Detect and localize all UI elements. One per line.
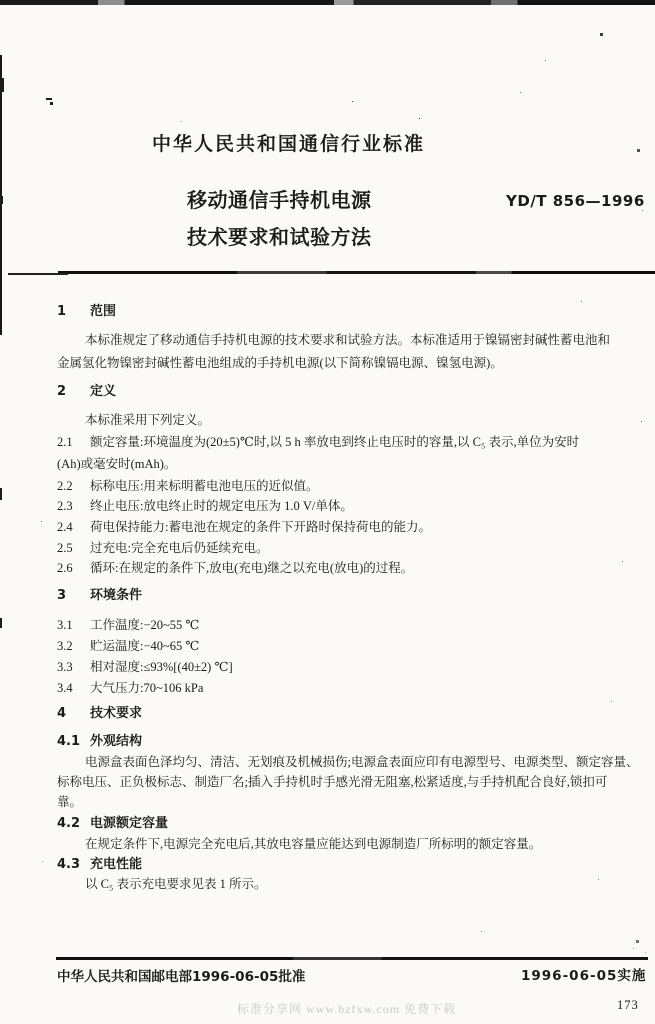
section-title: 技术要求 [90,706,143,721]
clause-title: 电源额定容量 [90,816,169,831]
clause-text: 标称电压:用来标明蓄电池电压的近似值。 [90,479,319,493]
clause-3-4-line [57,679,203,697]
section-4-1-paragraph-line: 电源盒表面色泽均匀、清洁、无划痕及机械损伤;电源盒表面应印有电源型号、电源类型、额定容量、 [85,755,639,769]
clause-number: 3.3 [57,660,73,674]
section-4-3-paragraph: 以 C₅ 表示充电要求见表 1 所示。 [85,877,267,891]
clause-number: 2.1 [57,435,73,449]
page-number: 173 [617,998,639,1012]
clause-number: 2.3 [57,499,73,513]
scan-mark [50,102,53,105]
standard-type-label: 中华人民共和国通信行业标准 [152,133,426,155]
clause-number: 3.1 [57,618,73,632]
clause-3-2-line [57,637,199,655]
scan-mark [0,196,3,204]
clause-number: 3.2 [57,639,73,653]
scan-left-edge [0,55,2,335]
clause-text: 贮运温度:−40~65 ℃ [90,639,200,653]
clause-text: 相对湿度:≤93%[(40±2) ℃] [90,660,233,674]
section-3-heading [57,587,142,605]
clause-2-1-line [57,433,579,451]
scan-mark [0,78,4,92]
clause-3-3-line [57,658,233,676]
section-4-2-heading [57,815,168,833]
clause-2-4-line [57,518,431,536]
approval-line: 中华人民共和国邮电部1996-06-05批准 [57,969,306,985]
scan-noise [0,0,1,1]
section-title: 范围 [90,304,117,319]
section-4-1-paragraph-line: 靠。 [57,795,83,809]
header-rule [58,271,655,274]
scan-mark [0,618,2,628]
clause-2-3-line [57,497,353,515]
section-title: 定义 [90,384,117,399]
clause-number: 2.5 [57,541,73,555]
clause-number: 2.2 [57,479,73,493]
clause-2-2-line [57,477,318,495]
clause-2-5-line [57,539,268,557]
clause-text: 荷电保持能力:蓄电池在规定的条件下开路时保持荷电的能力。 [90,520,431,534]
section-4-1-heading [57,733,142,751]
section-1-heading [57,303,116,321]
document-title-line1: 移动通信手持机电源 [187,188,372,212]
section-2-heading [57,383,116,401]
clause-number: 2.6 [57,561,73,575]
clause-2-1-continuation: (Ah)或毫安时(mAh)。 [57,457,177,471]
section-4-3-heading [57,856,142,874]
section-2-intro: 本标准采用下列定义。 [85,413,211,427]
section-1-paragraph-line: 本标准规定了移动通信手持机电源的技术要求和试验方法。本标准适用于镍镉密封碱性蓄电池和 [85,333,611,347]
clause-number: 3.4 [57,681,73,695]
clause-number: 2.4 [57,520,73,534]
section-4-2-paragraph: 在规定条件下,电源完全充电后,其放电容量应能达到电源制造厂所标明的额定容量。 [85,837,542,851]
scan-mark [0,488,2,500]
section-number: 1 [57,304,67,319]
clause-text: 过充电:完全充电后仍延续充电。 [90,541,269,555]
clause-number: 4.2 [57,816,81,831]
section-number: 2 [57,384,67,399]
clause-text: 额定容量:环境温度为(20±5)℃时,以 5 h 率放电到终止电压时的容量,以 C₅ 表示,单位为安时 [90,435,580,449]
clause-text: 工作温度:−20~55 ℃ [90,618,200,632]
footer-rule [56,957,648,960]
clause-number: 4.3 [57,857,81,872]
section-number: 3 [57,588,67,603]
section-4-1-paragraph-line: 标称电压、正负极标志、制造厂名;插入手持机时手感光滑无阻塞,松紧适度,与手持机配合良好,锁扣可 [57,775,608,789]
clause-2-6-line [57,559,413,577]
implementation-date: 1996-06-05实施 [521,968,647,984]
clause-3-1-line [57,616,199,634]
watermark-text: 标准分享网 www.bzfxw.com 免费下载 [237,1002,457,1016]
header-rule-fragment [8,273,68,275]
clause-text: 循环:在规定的条件下,放电(充电)继之以充电(放电)的过程。 [90,561,414,575]
scan-mark [46,98,52,100]
section-title: 环境条件 [90,588,143,603]
document-title-line2: 技术要求和试验方法 [187,225,372,249]
clause-text: 终止电压:放电终止时的规定电压为 1.0 V/单体。 [90,499,353,513]
clause-title: 充电性能 [90,857,143,872]
clause-number: 4.1 [57,734,81,749]
section-4-heading [57,705,142,723]
section-1-paragraph-line: 金属氢化物镍密封碱性蓄电池组成的手持机电源(以下简称镍镉电源、镍氢电源)。 [57,356,503,370]
section-number: 4 [57,706,67,721]
clause-text: 大气压力:70~106 kPa [90,681,204,695]
clause-title: 外观结构 [90,734,143,749]
scan-edge-band [0,0,655,5]
standard-number: YD/T 856—1996 [506,192,645,210]
